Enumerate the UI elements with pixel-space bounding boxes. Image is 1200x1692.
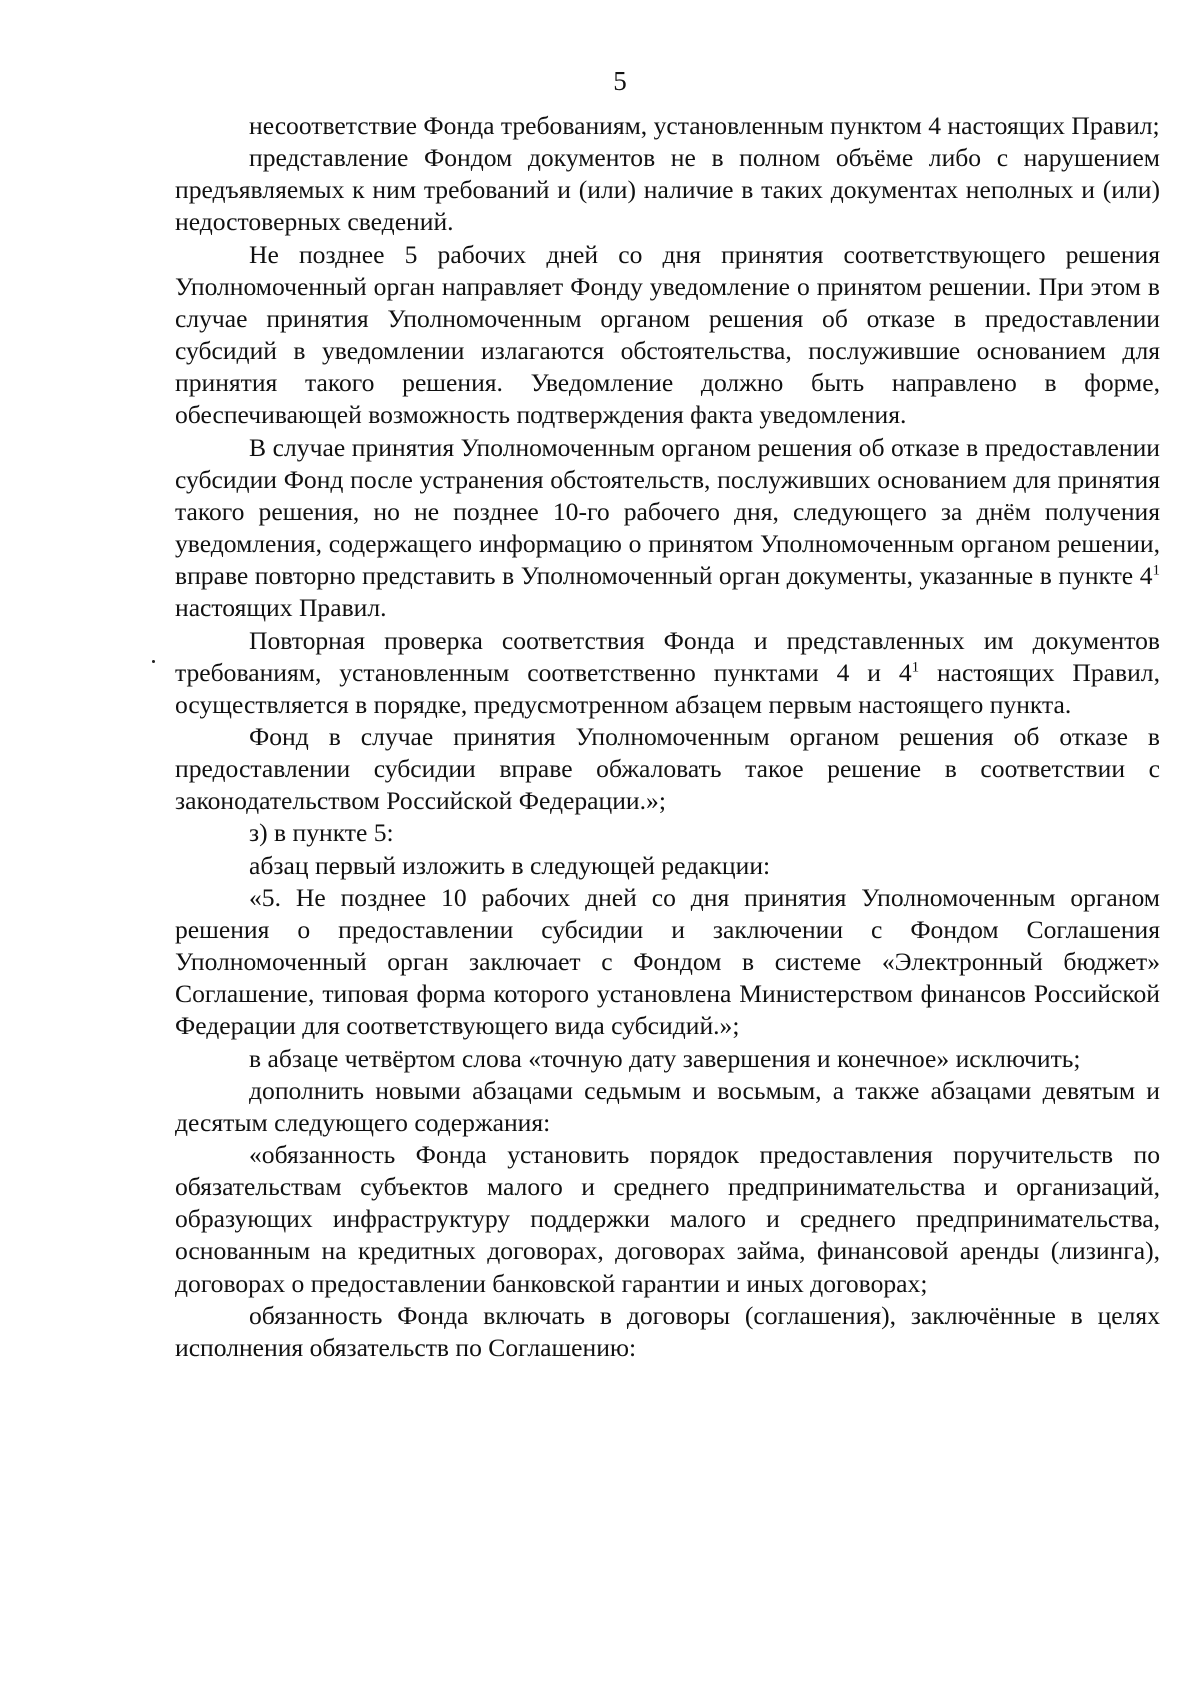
page-number: 5 xyxy=(613,66,627,96)
paragraph-2: представление Фондом документов не в полном объёме либо с нарушением предъявляемых к ним требований и (или) наличие в таких документах неполных и (или) недостоверных сведений. xyxy=(175,143,1160,237)
scan-artifact-dot xyxy=(152,660,155,663)
paragraph-7: з) в пункте 5: xyxy=(249,818,394,848)
paragraph-4-tail: настоящих Правил. xyxy=(175,593,387,623)
paragraph-5-text: Повторная проверка соответствия Фонда и представленных им документов требованиям, установленным соответственно пунктами 4 и 4 xyxy=(175,625,1160,687)
paragraph-6: Фонд в случае принятия Уполномоченным органом решения об отказе в предоставлении субсидии вправе обжаловать такое решение в соответствии с законодательством Российской Федерации.»; xyxy=(175,721,1160,816)
document-body xyxy=(175,110,1160,1364)
paragraph-5 xyxy=(175,625,1160,721)
paragraph-4-text: В случае принятия Уполномоченным органом решения об отказе в предоставлении субсидии Фонд после устранения обстоятельств, послуживших основанием для принятия такого решения, но не позднее 10-го рабочего дня, следующего за днём получения уведомления, содержащего информацию о принятом Уполномоченным органом решении, вправе повторно представить в Уполномоченный орган документы, указанные в пункте 4 xyxy=(175,432,1160,591)
paragraph-12: «обязанность Фонда установить порядок предоставления поручительств по обязательствам субъектов малого и среднего предпринимательства и организаций, образующих инфраструктуру поддержки малого и среднего предпринимательства, основанным на кредитных договорах, договорах займа, финансовой аренды (лизинга), договорах о предоставлении банковской гарантии и иных договорах; xyxy=(175,1140,1160,1298)
paragraph-8: абзац первый изложить в следующей редакции: xyxy=(249,850,771,880)
paragraph-4 xyxy=(175,432,1160,625)
paragraph-10: в абзаце четвёртом слова «точную дату завершения и конечное» исключить; xyxy=(249,1043,1081,1073)
paragraph-11: дополнить новыми абзацами седьмым и восьмым, а также абзацами девятым и десятым следующего содержания: xyxy=(175,1075,1160,1137)
paragraph-13: обязанность Фонда включать в договоры (соглашения), заключённые в целях исполнения обязательств по Соглашению: xyxy=(175,1300,1160,1362)
paragraph-1: несоответствие Фонда требованиям, установленным пунктом 4 настоящих Правил; xyxy=(249,111,1160,140)
paragraph-3: Не позднее 5 рабочих дней со дня принятия соответствующего решения Уполномоченный орган направляет Фонду уведомление о принятом решении. При этом в случае принятия Уполномоченным органом решения об отказе в предоставлении субсидий в уведомлении излагаются обстоятельства, послужившие основанием для принятия такого решения. Уведомление должно быть направлено в форме, обеспечивающей возможность подтверждения факта уведомления. xyxy=(175,239,1160,430)
paragraph-9: «5. Не позднее 10 рабочих дней со дня принятия Уполномоченным органом решения о предоставлении субсидии и заключении с Фондом Соглашения Уполномоченный орган заключает с Фондом в системе «Электронный бюджет» Соглашение, типовая форма которого установлена Министерством финансов Российской Федерации для соответствующего вида субсидий.»; xyxy=(175,882,1160,1041)
paragraph-4-superscript: 1 xyxy=(1152,562,1160,579)
paragraph-5-superscript: 1 xyxy=(911,659,920,676)
paragraph-5-tail: настоящих Правил, осуществляется в порядке, предусмотренном абзацем первым настоящего пункта. xyxy=(175,657,1160,719)
